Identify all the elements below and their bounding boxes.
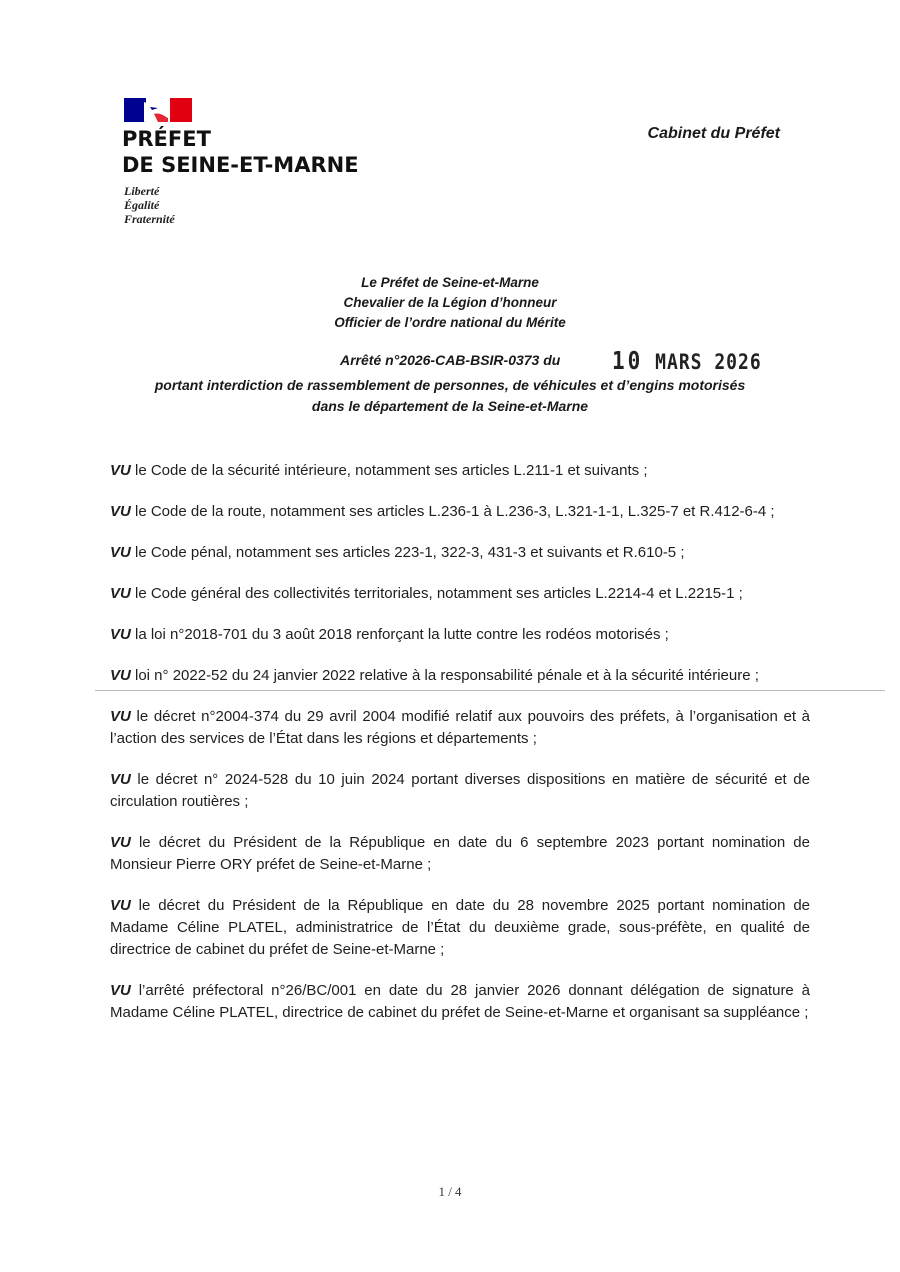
visa-vu: VU (110, 771, 131, 788)
visa-vu: VU (110, 626, 131, 643)
visa-text: le décret du Président de la République en date du 6 septembre 2023 portant nomination de Monsieur Pierre ORY préfet de Seine-et-Marne ; (110, 834, 810, 873)
visa-text: le décret n° 2024-528 du 10 juin 2024 portant diverses dispositions en matière de sécurité et de circulation routières ; (110, 771, 810, 810)
visa-paragraph (110, 460, 810, 482)
date-stamp-month-year: MARS 2026 (655, 349, 762, 375)
visa-paragraph (110, 624, 810, 646)
visa-text: le décret n°2004-374 du 29 avril 2004 modifié relatif aux pouvoirs des préfets, à l’organisation et à l’action des services de l’État dans les régions et départements ; (110, 708, 810, 747)
title-prefet: Le Préfet de Seine-et-Marne (361, 275, 539, 290)
visa-vu: VU (110, 708, 131, 725)
visa-text: le Code de la route, notamment ses articles L.236-1 à L.236-3, L.321-1-1, L.325-7 et R.412-6-4 ; (130, 503, 775, 520)
title-merite: Officier de l’ordre national du Mérite (334, 315, 566, 330)
visa-paragraph (110, 706, 810, 750)
prefet-title (122, 126, 359, 178)
visa-paragraph (110, 665, 810, 687)
visa-vu: VU (110, 503, 131, 520)
visa-paragraph (110, 980, 810, 1024)
visa-text: le décret du Président de la République en date du 28 novembre 2025 portant nomination de Madame Céline PLATEL, administratrice de l’État du deuxième grade, sous-préfète, en qualité de directrice de cabinet du préfet de Seine-et-Marne ; (110, 897, 810, 958)
date-stamp-day: 10 (612, 346, 644, 375)
cabinet-label: Cabinet du Préfet (647, 125, 780, 142)
scan-artifact-line (95, 690, 885, 691)
subject-line-2: dans le département de la Seine-et-Marne (311, 398, 589, 414)
visa-vu: VU (110, 585, 131, 602)
visa-vu: VU (110, 667, 131, 684)
visa-paragraph (110, 542, 810, 564)
republic-motto (124, 184, 175, 226)
visa-text: le Code de la sécurité intérieure, notamment ses articles L.211-1 et suivants ; (130, 462, 648, 479)
visa-vu: VU (110, 982, 131, 999)
visa-paragraph (110, 895, 810, 961)
date-stamp (612, 346, 762, 375)
visas-list (110, 460, 810, 1043)
motto-egalite: Égalité (124, 198, 160, 212)
page-number: 1 / 4 (438, 1184, 462, 1199)
visa-text: loi n° 2022-52 du 24 janvier 2022 relative à la responsabilité pénale et à la sécurité intérieure ; (130, 667, 759, 684)
prefet-line-2: DE SEINE-ET-MARNE (122, 153, 359, 177)
motto-liberte: Liberté (124, 184, 160, 198)
visa-text: le Code pénal, notamment ses articles 223-1, 322-3, 431-3 et suivants et R.610-5 ; (130, 544, 685, 561)
visa-text: le Code général des collectivités territoriales, notamment ses articles L.2214-4 et L.2215-1 ; (130, 585, 743, 602)
visa-vu: VU (110, 462, 131, 479)
marianne-logo-icon (124, 98, 192, 122)
title-legion: Chevalier de la Légion d’honneur (343, 295, 557, 310)
visa-paragraph (110, 501, 810, 523)
visa-paragraph (110, 769, 810, 813)
motto-fraternite: Fraternité (124, 212, 175, 226)
visa-vu: VU (110, 544, 131, 561)
prefet-line-1: PRÉFET (122, 127, 211, 151)
visa-text: la loi n°2018-701 du 3 août 2018 renforçant la lutte contre les rodéos motorisés ; (130, 626, 669, 643)
visa-text: l’arrêté préfectoral n°26/BC/001 en date du 28 janvier 2026 donnant délégation de signature à Madame Céline PLATEL, directrice de cabinet du préfet de Seine-et-Marne et organisant sa suppléance ; (110, 982, 810, 1021)
visa-vu: VU (110, 834, 131, 851)
visa-paragraph (110, 832, 810, 876)
subject-line-1: portant interdiction de rassemblement de personnes, de véhicules et d’engins motorisés (154, 377, 746, 393)
arrete-number: Arrêté n°2026-CAB-BSIR-0373 du (340, 352, 561, 368)
visa-paragraph (110, 583, 810, 605)
visa-vu: VU (110, 897, 131, 914)
